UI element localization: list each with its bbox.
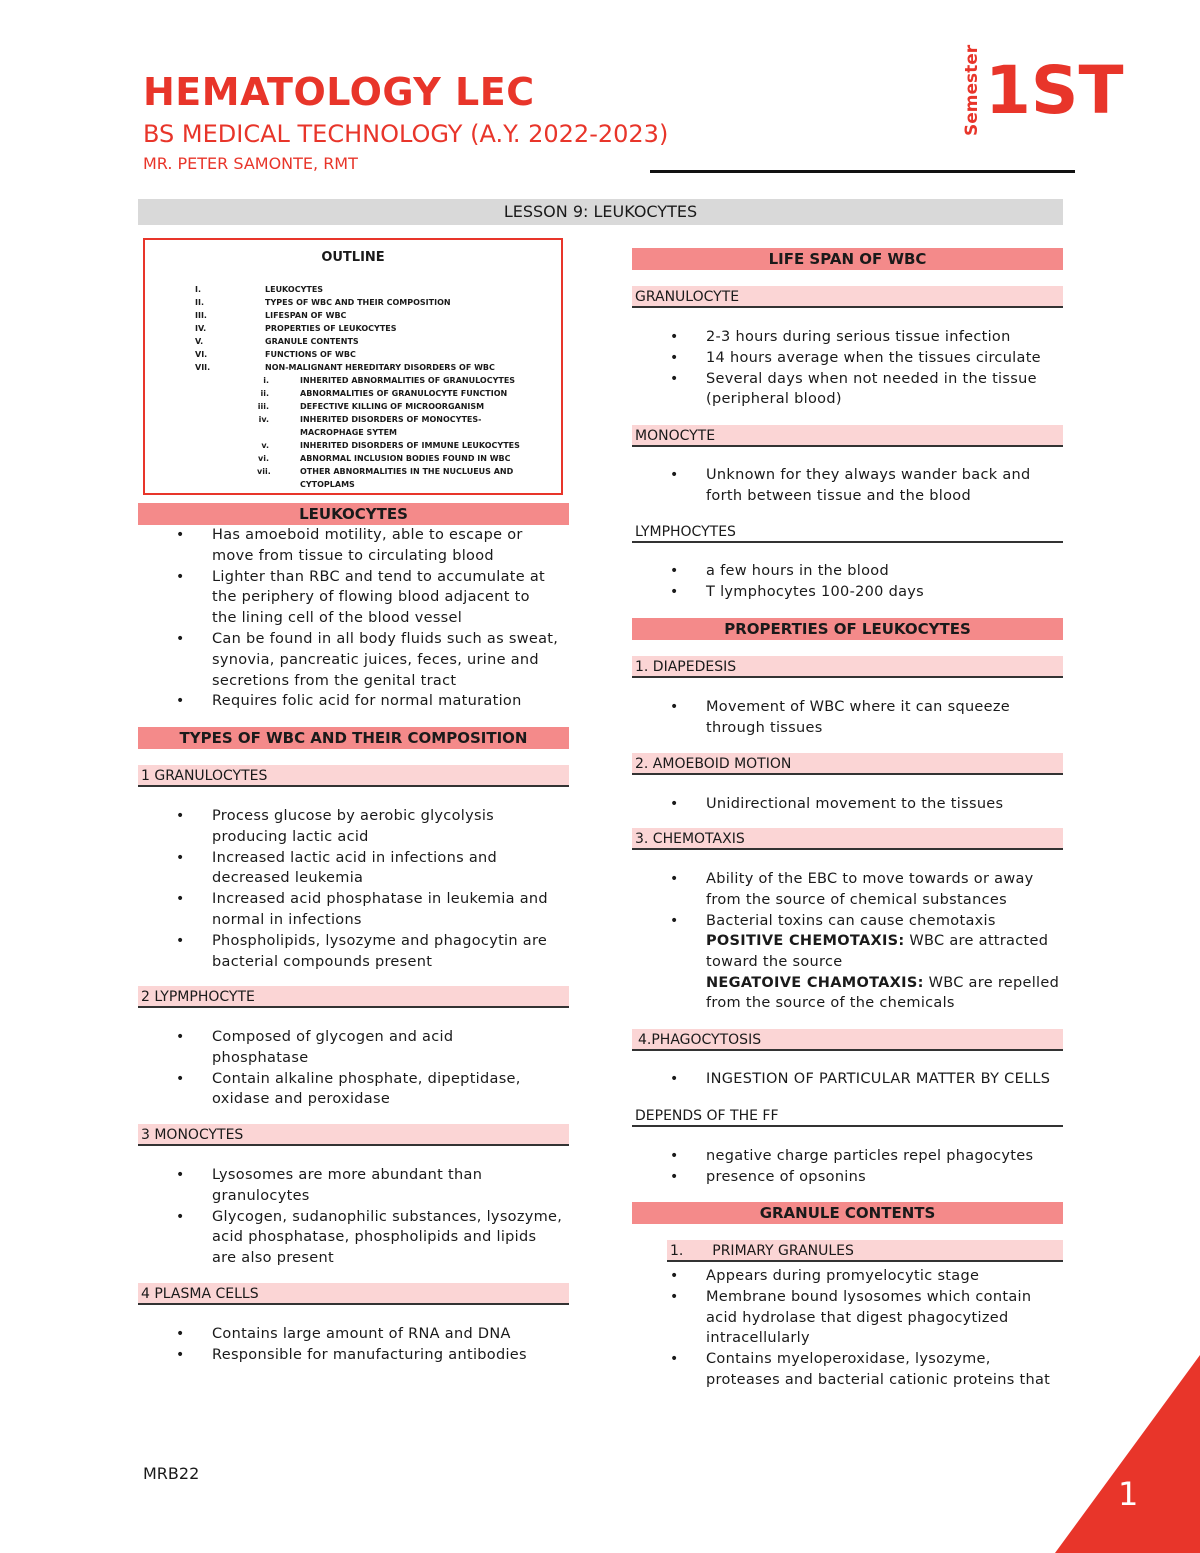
negative-chemotaxis-term: NEGATOIVE CHAMOTAXIS: bbox=[706, 974, 924, 991]
chemotaxis-list bbox=[670, 869, 1070, 931]
instructor-name: MR. PETER SAMONTE, RMT bbox=[143, 154, 358, 173]
list-item-line: are also present bbox=[212, 1250, 334, 1267]
amoeboid-motion-list bbox=[670, 794, 1070, 815]
list-item-line: • Composed of glycogen and acid bbox=[212, 1029, 454, 1045]
list-item-line: • Several days when not needed in the tissue bbox=[706, 370, 1037, 387]
footer-code: MRB22 bbox=[143, 1464, 200, 1483]
list-item-line: the lining cell of the blood vessel bbox=[212, 610, 463, 627]
outline-item: LEUKOCYTES bbox=[265, 285, 324, 294]
header-divider bbox=[650, 170, 1075, 173]
subheader-amoeboid-motion: 2. AMOEBOID MOTION bbox=[632, 753, 1063, 775]
list-item bbox=[670, 697, 1070, 739]
list-item bbox=[176, 691, 576, 712]
list-item-line: • Appears during promyelocytic stage bbox=[706, 1268, 980, 1284]
primary-granules-list bbox=[670, 1266, 1070, 1391]
list-item-line: • Ability of the EBC to move towards or away bbox=[706, 871, 1034, 887]
outline-subitem-continued: MACROPHAGE SYTEM bbox=[300, 428, 397, 437]
corner-decoration bbox=[1055, 1355, 1200, 1553]
list-item bbox=[176, 931, 576, 973]
subheader-primary-granules bbox=[667, 1240, 1063, 1262]
outline-item: FUNCTIONS OF WBC bbox=[265, 350, 356, 359]
chemotaxis-definitions bbox=[706, 931, 1066, 1014]
subheader-lymphocyte: 2 LYPMPHOCYTE bbox=[138, 986, 569, 1008]
subheader-phagocytosis: 4.PHAGOCYTOSIS bbox=[632, 1029, 1063, 1051]
list-item bbox=[176, 1207, 576, 1269]
list-item-line: • 2-3 hours during serious tissue infection bbox=[706, 329, 1011, 345]
subheader-plasma-cells: 4 PLASMA CELLS bbox=[138, 1283, 569, 1305]
list-item bbox=[670, 1349, 1070, 1391]
list-item bbox=[176, 525, 576, 567]
list-item bbox=[176, 1345, 576, 1366]
granulocytes-bullet-list bbox=[176, 806, 576, 972]
outline-item-number: IV. bbox=[195, 324, 207, 333]
list-item-line: • Has amoeboid motility, able to escape or bbox=[212, 527, 523, 543]
list-item bbox=[670, 369, 1070, 411]
list-item-line: intracellularly bbox=[706, 1330, 810, 1347]
primary-granules-label: PRIMARY GRANULES bbox=[712, 1243, 854, 1259]
granulocyte-lifespan-list bbox=[670, 327, 1070, 410]
section-header-life-span: LIFE SPAN OF WBC bbox=[632, 248, 1063, 270]
list-item bbox=[176, 1165, 576, 1207]
outline-item: LIFESPAN OF WBC bbox=[265, 311, 347, 320]
list-item-line: acid phosphatase, phospholipids and lipids bbox=[212, 1229, 537, 1246]
page-number: 1 bbox=[1118, 1475, 1139, 1513]
semester-label: Semester bbox=[962, 44, 982, 136]
outline-subitem-number: iii. bbox=[257, 402, 269, 411]
outline-item: TYPES OF WBC AND THEIR COMPOSITION bbox=[265, 298, 451, 307]
list-item-line: • INGESTION OF PARTICULAR MATTER BY CELLS bbox=[706, 1071, 1051, 1087]
section-header-granule-contents: GRANULE CONTENTS bbox=[632, 1202, 1063, 1224]
list-item bbox=[176, 629, 576, 691]
negative-chemotaxis-text: WBC are repelled bbox=[923, 974, 1060, 991]
subheader-monocytes: 3 MONOCYTES bbox=[138, 1124, 569, 1146]
list-item-line: forth between tissue and the blood bbox=[706, 487, 971, 504]
positive-chemotaxis-text: WBC are attracted bbox=[904, 933, 1049, 949]
negative-chemotaxis-text-2: from the source of the chemicals bbox=[706, 995, 955, 1012]
list-item-line: producing lactic acid bbox=[212, 828, 369, 845]
section-header-properties: PROPERTIES OF LEUKOCYTES bbox=[632, 618, 1063, 640]
diapedesis-list bbox=[670, 697, 1070, 739]
list-item-line: (peripheral blood) bbox=[706, 391, 842, 408]
monocyte-lifespan-list bbox=[670, 465, 1070, 507]
depends-list bbox=[670, 1146, 1070, 1188]
list-item bbox=[670, 582, 1070, 603]
list-item-line: • Movement of WBC where it can squeeze bbox=[706, 699, 1011, 715]
outline-item-number: III. bbox=[195, 311, 207, 320]
leukocytes-bullet-list bbox=[176, 525, 576, 712]
list-item-line: • T lymphocytes 100-200 days bbox=[706, 583, 925, 600]
list-item-line: secretions from the genital tract bbox=[212, 672, 457, 689]
list-item-line: • Lysosomes are more abundant than bbox=[212, 1167, 483, 1183]
outline-subitem: INHERITED DISORDERS OF MONOCYTES- bbox=[300, 415, 482, 424]
list-item-line: synovia, pancreatic juices, feces, urine and bbox=[212, 651, 539, 668]
outline-item-number: VII. bbox=[195, 363, 211, 372]
outline-item-number: V. bbox=[195, 337, 204, 346]
list-item-line: acid hydrolase that digest phagocytized bbox=[706, 1309, 1009, 1326]
list-item bbox=[670, 1167, 1070, 1188]
phagocytosis-list bbox=[670, 1069, 1070, 1090]
list-item-line: through tissues bbox=[706, 719, 823, 736]
section-header-leukocytes: LEUKOCYTES bbox=[138, 503, 569, 525]
list-item-line: • 14 hours average when the tissues circulate bbox=[706, 349, 1041, 366]
outline-subitem-number: i. bbox=[263, 376, 269, 385]
list-item bbox=[176, 889, 576, 931]
list-item bbox=[176, 806, 576, 848]
subheader-granulocyte-lifespan: GRANULOCYTE bbox=[632, 286, 1063, 308]
list-item-line: bacterial compounds present bbox=[212, 953, 433, 970]
list-item-line: oxidase and peroxidase bbox=[212, 1091, 391, 1108]
outline-item: PROPERTIES OF LEUKOCYTES bbox=[265, 324, 397, 333]
outline-item-number: I. bbox=[195, 285, 202, 294]
outline-item-number: VI. bbox=[195, 350, 208, 359]
list-item bbox=[176, 567, 576, 629]
positive-chemotaxis-text-2: toward the source bbox=[706, 953, 843, 970]
list-item bbox=[670, 1069, 1070, 1090]
list-item bbox=[670, 465, 1070, 507]
outline-subitem: ABNORMAL INCLUSION BODIES FOUND IN WBC bbox=[300, 454, 511, 463]
outline-box bbox=[143, 238, 563, 495]
outline-item-number: II. bbox=[195, 298, 204, 307]
list-item-line: • Requires folic acid for normal maturation bbox=[212, 693, 522, 710]
list-item-line: • Responsible for manufacturing antibodies bbox=[212, 1346, 527, 1363]
list-item bbox=[176, 848, 576, 890]
outline-subitem: ABNORMALITIES OF GRANULOCYTE FUNCTION bbox=[300, 389, 508, 398]
outline-subitem-number: v. bbox=[261, 441, 269, 450]
list-item-line: decreased leukemia bbox=[212, 870, 364, 887]
outline-subitem: INHERITED ABNORMALITIES OF GRANULOCYTES bbox=[300, 376, 516, 385]
list-item-line: • negative charge particles repel phagocytes bbox=[706, 1148, 1034, 1164]
list-item bbox=[670, 869, 1070, 911]
outline-subitem-number: vii. bbox=[257, 467, 271, 476]
subheader-chemotaxis: 3. CHEMOTAXIS bbox=[632, 828, 1063, 850]
subheader-depends-of-the-ff: DEPENDS OF THE FF bbox=[632, 1105, 1063, 1127]
list-item-line: • Bacterial toxins can cause chemotaxis bbox=[706, 912, 996, 929]
list-item bbox=[670, 1146, 1070, 1167]
list-item-line: phosphatase bbox=[212, 1049, 309, 1066]
list-item-line: the periphery of flowing blood adjacent to bbox=[212, 589, 530, 606]
outline-subitem: DEFECTIVE KILLING OF MICROORGANISM bbox=[300, 402, 485, 411]
outline-subitem-continued: CYTOPLAMS bbox=[300, 480, 355, 489]
outline-item: NON-MALIGNANT HEREDITARY DISORDERS OF WBC bbox=[265, 363, 495, 372]
subheader-monocyte-lifespan: MONOCYTE bbox=[632, 425, 1063, 447]
list-item-line: • Phospholipids, lysozyme and phagocytin are bbox=[212, 932, 548, 949]
lesson-title: LESSON 9: LEUKOCYTES bbox=[138, 199, 1063, 225]
list-item bbox=[670, 561, 1070, 582]
list-item bbox=[176, 1027, 576, 1069]
list-item bbox=[670, 794, 1070, 815]
plasma-cells-bullet-list bbox=[176, 1324, 576, 1366]
list-item-line: • Can be found in all body fluids such as sweat, bbox=[212, 630, 559, 647]
monocytes-bullet-list bbox=[176, 1165, 576, 1269]
list-item-line: • a few hours in the blood bbox=[706, 563, 889, 579]
list-item-line: • Lighter than RBC and tend to accumulate at bbox=[212, 568, 546, 585]
list-item-line: • Contains large amount of RNA and DNA bbox=[212, 1326, 511, 1342]
list-item bbox=[670, 1266, 1070, 1287]
outline-subitem: OTHER ABNORMALITIES IN THE NUCLUEUS AND bbox=[300, 467, 514, 476]
positive-chemotaxis-term: POSITIVE CHEMOTAXIS: bbox=[706, 933, 905, 949]
list-item-line: from the source of chemical substances bbox=[706, 891, 1007, 908]
list-item-line: • Increased acid phosphatase in leukemia and bbox=[212, 891, 548, 908]
lymphocytes-lifespan-list bbox=[670, 561, 1070, 603]
section-header-types-of-wbc: TYPES OF WBC AND THEIR COMPOSITION bbox=[138, 727, 569, 749]
list-item-line: normal in infections bbox=[212, 911, 362, 928]
document-subtitle: BS MEDICAL TECHNOLOGY (A.Y. 2022-2023) bbox=[143, 120, 669, 148]
lymphocyte-bullet-list bbox=[176, 1027, 576, 1110]
list-item-line: proteases and bacterial cationic proteins that bbox=[706, 1371, 1051, 1388]
list-item bbox=[670, 1287, 1070, 1349]
list-item-line: • Membrane bound lysosomes which contain bbox=[706, 1288, 1032, 1305]
subheader-granulocytes: 1 GRANULOCYTES bbox=[138, 765, 569, 787]
outline-title: OUTLINE bbox=[321, 250, 385, 265]
outline-subitem-number: iv. bbox=[258, 415, 269, 424]
list-item bbox=[176, 1069, 576, 1111]
list-item-line: • Glycogen, sudanophilic substances, lysozyme, bbox=[212, 1208, 563, 1225]
subheader-lymphocytes-lifespan: LYMPHOCYTES bbox=[632, 521, 1063, 543]
list-item-line: move from tissue to circulating blood bbox=[212, 547, 494, 564]
list-item bbox=[670, 911, 1070, 932]
outline-subitem-number: vi. bbox=[258, 454, 269, 463]
document-title: HEMATOLOGY LEC bbox=[143, 70, 535, 114]
list-item bbox=[176, 1324, 576, 1345]
list-item-line: granulocytes bbox=[212, 1187, 310, 1204]
primary-granules-number: 1. bbox=[670, 1243, 684, 1259]
list-item-line: • Contain alkaline phosphate, dipeptidase, bbox=[212, 1070, 521, 1087]
semester-number: 1ST bbox=[985, 52, 1124, 129]
subheader-diapedesis: 1. DIAPEDESIS bbox=[632, 656, 1063, 678]
outline-item: GRANULE CONTENTS bbox=[265, 337, 359, 346]
list-item-line: • Process glucose by aerobic glycolysis bbox=[212, 808, 494, 824]
list-item bbox=[670, 348, 1070, 369]
outline-subitem-number: ii. bbox=[260, 389, 269, 398]
list-item-line: • Increased lactic acid in infections and bbox=[212, 849, 498, 866]
list-item-line: • Unknown for they always wander back and bbox=[706, 467, 1031, 483]
list-item-line: • Contains myeloperoxidase, lysozyme, bbox=[706, 1351, 991, 1368]
list-item-line: • Unidirectional movement to the tissues bbox=[706, 796, 1004, 812]
list-item bbox=[670, 327, 1070, 348]
outline-subitem: INHERITED DISORDERS OF IMMUNE LEUKOCYTES bbox=[300, 441, 520, 450]
list-item-line: • presence of opsonins bbox=[706, 1168, 866, 1185]
